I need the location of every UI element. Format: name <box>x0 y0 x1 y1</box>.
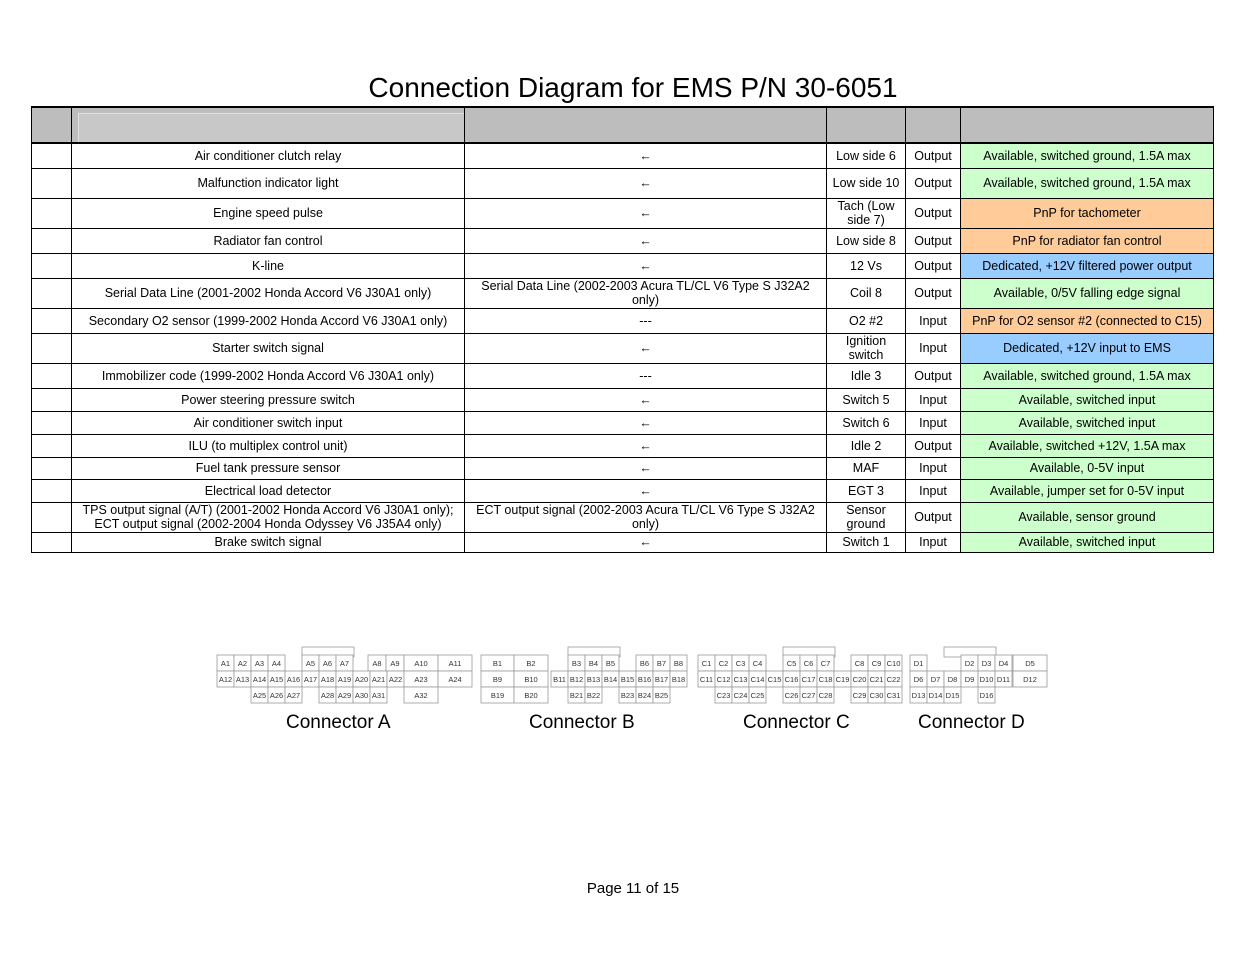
function-alt-cell: ECT output signal (2002-2003 Acura TL/CL V6 Type S J32A2 only) <box>465 502 827 532</box>
note-cell: Available, switched input <box>961 388 1214 411</box>
pin-label: D11 <box>996 675 1011 684</box>
ems-pin-cell: Tach (Low side 7) <box>827 198 906 228</box>
header-cell <box>32 107 72 143</box>
pin-label: C25 <box>750 691 765 700</box>
io-type-cell: Input <box>906 411 961 434</box>
function-cell: Brake switch signal <box>72 532 465 552</box>
pin-label: B18 <box>671 675 686 684</box>
io-type-cell: Input <box>906 308 961 333</box>
pin-label: D12 <box>1023 675 1037 684</box>
function-cell: Malfunction indicator light <box>72 168 465 198</box>
ems-pin-cell: Low side 6 <box>827 143 906 168</box>
pin-label: B5 <box>605 659 616 668</box>
ems-pin-cell: O2 #2 <box>827 308 906 333</box>
function-alt-cell: Serial Data Line (2002-2003 Acura TL/CL V6 Type S J32A2 only) <box>465 278 827 308</box>
io-type-cell: Output <box>906 434 961 457</box>
pin-label: C23 <box>716 691 731 700</box>
function-alt-cell: --- <box>465 308 827 333</box>
pin-label: B4 <box>588 659 599 668</box>
table-row <box>32 278 1214 308</box>
pin-label: A27 <box>286 691 301 700</box>
row-index-cell <box>32 333 72 363</box>
pin-label: C28 <box>818 691 833 700</box>
pin-label: D5 <box>1025 659 1035 668</box>
row-index-cell <box>32 168 72 198</box>
note-cell: PnP for tachometer <box>961 198 1214 228</box>
io-type-cell: Output <box>906 143 961 168</box>
note-cell: Available, sensor ground <box>961 502 1214 532</box>
pin-label: B22 <box>586 691 601 700</box>
function-alt-cell: ← <box>465 228 827 253</box>
pin-label: C1 <box>701 659 712 668</box>
table-row <box>32 333 1214 363</box>
function-cell: Radiator fan control <box>72 228 465 253</box>
pin-label: A14 <box>252 675 267 684</box>
function-cell: ILU (to multiplex control unit) <box>72 434 465 457</box>
row-index-cell <box>32 143 72 168</box>
pin-label: B9 <box>492 675 503 684</box>
pin-label: C22 <box>886 675 901 684</box>
row-index-cell <box>32 363 72 388</box>
row-index-cell <box>32 479 72 502</box>
pin-label: C6 <box>803 659 814 668</box>
row-index-cell <box>32 411 72 434</box>
ems-pin-cell: Ignition switch <box>827 333 906 363</box>
ems-pin-cell: Low side 10 <box>827 168 906 198</box>
pin-label: D7 <box>930 675 941 684</box>
pin-label: A23 <box>414 675 428 684</box>
note-cell: PnP for O2 sensor #2 (connected to C15) <box>961 308 1214 333</box>
pin-label: D4 <box>998 659 1009 668</box>
row-index-cell <box>32 278 72 308</box>
connector-pinout-diagram <box>216 645 1056 709</box>
function-alt-cell: ← <box>465 333 827 363</box>
pin-label: A3 <box>254 659 265 668</box>
pin-label: C12 <box>716 675 731 684</box>
function-cell: Serial Data Line (2001-2002 Honda Accord V6 J30A1 only) <box>72 278 465 308</box>
row-index-cell <box>32 228 72 253</box>
ems-pin-cell: Idle 3 <box>827 363 906 388</box>
pin-label: B25 <box>654 691 669 700</box>
io-type-cell: Input <box>906 532 961 552</box>
pin-label: A25 <box>252 691 267 700</box>
pin-label: B10 <box>524 675 538 684</box>
pin-label: A10 <box>414 659 428 668</box>
table-row <box>32 143 1214 168</box>
pin-label: C9 <box>871 659 882 668</box>
pin-label: A22 <box>388 675 403 684</box>
io-type-cell: Output <box>906 278 961 308</box>
function-alt-cell: ← <box>465 457 827 479</box>
pin-label: C16 <box>784 675 799 684</box>
pin-label: D3 <box>981 659 992 668</box>
table-row <box>32 479 1214 502</box>
pin-label: C15 <box>767 675 782 684</box>
pin-label: A11 <box>448 659 462 668</box>
function-alt-cell: ← <box>465 388 827 411</box>
pin-label: B14 <box>603 675 618 684</box>
function-cell: K-line <box>72 253 465 278</box>
ems-pin-cell: MAF <box>827 457 906 479</box>
header-cell <box>906 107 961 143</box>
table-row <box>32 198 1214 228</box>
pin-label: B19 <box>490 691 505 700</box>
note-cell: Available, switched ground, 1.5A max <box>961 168 1214 198</box>
pin-label: A30 <box>354 691 369 700</box>
pin-label: D9 <box>964 675 975 684</box>
page-number: Page 11 of 15 <box>586 880 680 897</box>
pin-label: B13 <box>586 675 601 684</box>
pin-label: C27 <box>801 691 816 700</box>
io-type-cell: Output <box>906 253 961 278</box>
table-row <box>32 532 1214 552</box>
pin-label: A4 <box>271 659 282 668</box>
pin-label: A17 <box>303 675 318 684</box>
function-alt-cell: ← <box>465 168 827 198</box>
row-index-cell <box>32 532 72 552</box>
io-type-cell: Input <box>906 333 961 363</box>
table-row <box>32 388 1214 411</box>
note-cell: Dedicated, +12V filtered power output <box>961 253 1214 278</box>
pin-label: D16 <box>979 691 994 700</box>
io-type-cell: Output <box>906 363 961 388</box>
note-cell: Available, switched input <box>961 411 1214 434</box>
ems-pin-cell: Switch 6 <box>827 411 906 434</box>
connector-b-label: Connector B <box>529 712 635 733</box>
pin-label: D14 <box>928 691 943 700</box>
function-cell: Fuel tank pressure sensor <box>72 457 465 479</box>
table-row <box>32 434 1214 457</box>
pin-label: C29 <box>852 691 867 700</box>
io-type-cell: Input <box>906 457 961 479</box>
pin-label: C2 <box>718 659 729 668</box>
pin-label: A9 <box>390 659 400 668</box>
pin-label: A1 <box>220 659 231 668</box>
pin-label: C11 <box>699 675 714 684</box>
pin-label: A32 <box>414 691 428 700</box>
function-cell: Electrical load detector <box>72 479 465 502</box>
io-type-cell: Output <box>906 228 961 253</box>
io-type-cell: Input <box>906 479 961 502</box>
ems-pin-cell: Coil 8 <box>827 278 906 308</box>
pin-label: A19 <box>337 675 352 684</box>
pin-label: A29 <box>337 691 352 700</box>
pin-label: D6 <box>913 675 924 684</box>
note-cell: Available, jumper set for 0-5V input <box>961 479 1214 502</box>
note-cell: PnP for radiator fan control <box>961 228 1214 253</box>
pin-label: B6 <box>639 659 650 668</box>
table-row <box>32 253 1214 278</box>
ems-pin-cell: Idle 2 <box>827 434 906 457</box>
pin-label: B20 <box>524 691 538 700</box>
function-alt-cell: ← <box>465 411 827 434</box>
pin-label: D13 <box>911 691 926 700</box>
pin-label: C26 <box>784 691 799 700</box>
table-row <box>32 363 1214 388</box>
pin-label: B8 <box>673 659 684 668</box>
pin-label: A21 <box>371 675 386 684</box>
pin-label: A16 <box>286 675 301 684</box>
pin-label: A12 <box>218 675 233 684</box>
pin-label: C20 <box>852 675 867 684</box>
pin-label: C18 <box>818 675 833 684</box>
pin-label: A13 <box>235 675 250 684</box>
note-cell: Available, 0-5V input <box>961 457 1214 479</box>
pin-label: C21 <box>869 675 884 684</box>
pin-label: C17 <box>801 675 816 684</box>
pin-label: A18 <box>320 675 335 684</box>
pin-label: C14 <box>750 675 765 684</box>
io-type-cell: Output <box>906 198 961 228</box>
row-index-cell <box>32 502 72 532</box>
pin-label: C3 <box>735 659 746 668</box>
note-cell: Available, 0/5V falling edge signal <box>961 278 1214 308</box>
note-cell: Available, switched ground, 1.5A max <box>961 143 1214 168</box>
table-row <box>32 228 1214 253</box>
function-cell: Starter switch signal <box>72 333 465 363</box>
pin-label: C7 <box>820 659 831 668</box>
io-type-cell: Output <box>906 168 961 198</box>
pin-label: C31 <box>886 691 901 700</box>
function-alt-cell: ← <box>465 434 827 457</box>
pin-label: B15 <box>620 675 635 684</box>
function-alt-cell: ← <box>465 532 827 552</box>
function-alt-cell: ← <box>465 143 827 168</box>
function-cell: Air conditioner switch input <box>72 411 465 434</box>
pin-label: B3 <box>571 659 582 668</box>
row-index-cell <box>32 198 72 228</box>
table-header-row <box>32 107 1214 143</box>
pin-label: A26 <box>269 691 284 700</box>
table-row <box>32 168 1214 198</box>
pin-label: A31 <box>371 691 386 700</box>
note-cell: Available, switched input <box>961 532 1214 552</box>
row-index-cell <box>32 308 72 333</box>
table-row <box>32 308 1214 333</box>
pin-label: A28 <box>320 691 335 700</box>
ems-pin-cell: 12 Vs <box>827 253 906 278</box>
connector-c-label: Connector C <box>743 712 850 733</box>
pin-label: B16 <box>637 675 652 684</box>
pin-label: B17 <box>654 675 669 684</box>
io-type-cell: Output <box>906 502 961 532</box>
pin-label: C24 <box>733 691 748 700</box>
pin-label: B21 <box>569 691 584 700</box>
header-cell <box>961 107 1214 143</box>
row-index-cell <box>32 253 72 278</box>
function-cell: Engine speed pulse <box>72 198 465 228</box>
pin-label: B12 <box>569 675 584 684</box>
pin-label: B7 <box>656 659 667 668</box>
note-cell: Dedicated, +12V input to EMS <box>961 333 1214 363</box>
table-row <box>32 411 1214 434</box>
connector-d-label: Connector D <box>918 712 1025 733</box>
pin-label: A8 <box>372 659 382 668</box>
function-cell: Power steering pressure switch <box>72 388 465 411</box>
pin-label: C4 <box>752 659 763 668</box>
note-cell: Available, switched +12V, 1.5A max <box>961 434 1214 457</box>
pin-label: C10 <box>886 659 901 668</box>
row-index-cell <box>32 388 72 411</box>
pin-label: D2 <box>964 659 975 668</box>
pin-label: B11 <box>553 675 566 684</box>
pin-label: B24 <box>637 691 652 700</box>
function-alt-cell: ← <box>465 479 827 502</box>
pin-label: B2 <box>526 659 536 668</box>
function-cell: Immobilizer code (1999-2002 Honda Accord V6 J30A1 only) <box>72 363 465 388</box>
ems-pin-cell: EGT 3 <box>827 479 906 502</box>
ems-pin-cell: Switch 5 <box>827 388 906 411</box>
pin-label: D10 <box>979 675 994 684</box>
pin-label: A20 <box>354 675 369 684</box>
function-cell: TPS output signal (A/T) (2001-2002 Honda Accord V6 J30A1 only); ECT output signal (2002-2004 Honda Odyssey V6 J35A4 only) <box>72 502 465 532</box>
header-cell <box>465 107 827 143</box>
pin-label: C13 <box>733 675 748 684</box>
table-row <box>32 502 1214 532</box>
pin-label: D15 <box>945 691 960 700</box>
pin-label: C30 <box>869 691 884 700</box>
pin-label: A5 <box>305 659 316 668</box>
note-cell: Available, switched ground, 1.5A max <box>961 363 1214 388</box>
function-cell: Air conditioner clutch relay <box>72 143 465 168</box>
pin-label: B1 <box>492 659 503 668</box>
connection-table <box>31 106 1214 553</box>
pin-label: A2 <box>237 659 248 668</box>
pin-label: A6 <box>322 659 333 668</box>
pin-label: C5 <box>786 659 797 668</box>
table-row <box>32 457 1214 479</box>
page-title: Connection Diagram for EMS P/N 30-6051 <box>368 72 898 103</box>
ems-pin-cell: Switch 1 <box>827 532 906 552</box>
row-index-cell <box>32 457 72 479</box>
function-cell: Secondary O2 sensor (1999-2002 Honda Accord V6 J30A1 only) <box>72 308 465 333</box>
function-alt-cell: ← <box>465 253 827 278</box>
function-alt-cell: --- <box>465 363 827 388</box>
pin-label: A15 <box>269 675 284 684</box>
pin-label: C19 <box>835 675 850 684</box>
pin-label: A7 <box>339 659 350 668</box>
pin-label: B23 <box>620 691 635 700</box>
pin-label: C8 <box>854 659 865 668</box>
ems-pin-cell: Sensor ground <box>827 502 906 532</box>
header-cell <box>72 107 465 143</box>
row-index-cell <box>32 434 72 457</box>
function-alt-cell: ← <box>465 198 827 228</box>
header-cell <box>827 107 906 143</box>
io-type-cell: Input <box>906 388 961 411</box>
pin-label: D1 <box>913 659 924 668</box>
pin-label: D8 <box>947 675 958 684</box>
connector-a-label: Connector A <box>286 712 391 733</box>
ems-pin-cell: Low side 8 <box>827 228 906 253</box>
pin-label: A24 <box>448 675 462 684</box>
